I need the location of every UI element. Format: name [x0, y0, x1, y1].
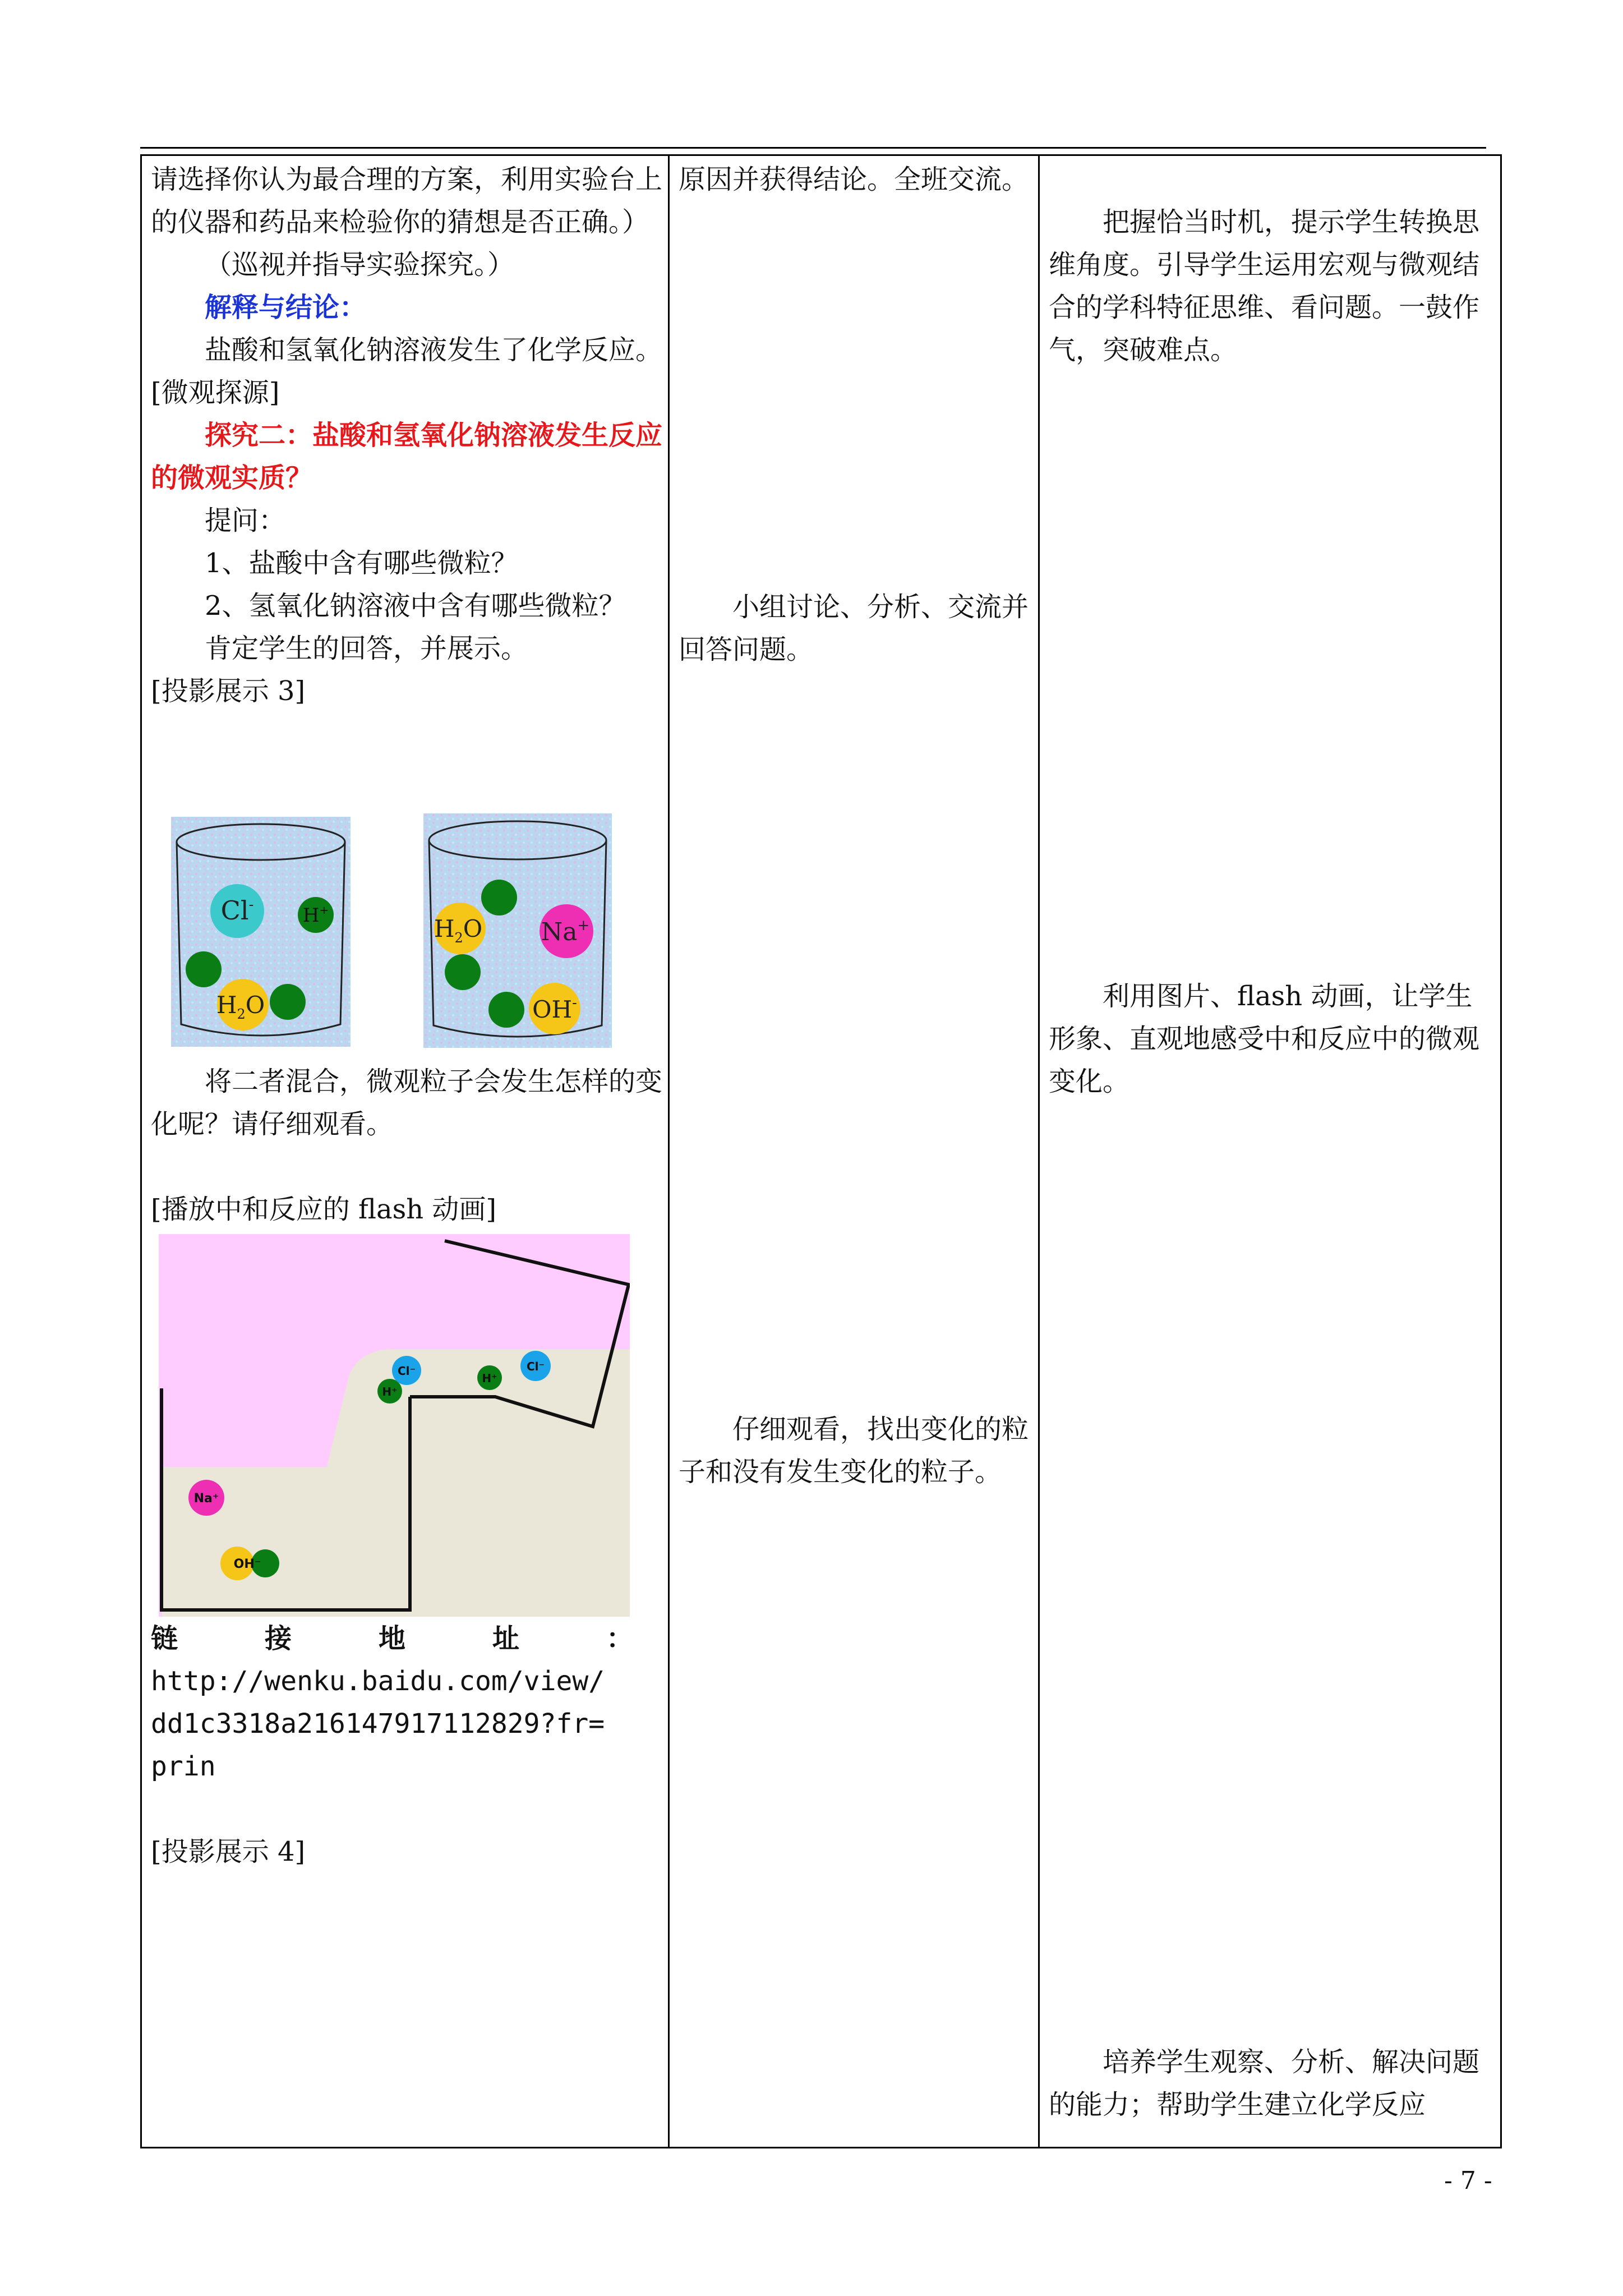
flash-cl-label: Cl⁻ — [397, 1364, 416, 1378]
col1-p10: 肯定学生的回答，并展示。 — [205, 633, 528, 664]
hcl-beaker-image — [171, 817, 351, 1047]
h-ion-label: H+ — [302, 903, 329, 927]
flash-label: [播放中和反应的 flash 动画] — [151, 1194, 497, 1225]
lesson-table — [140, 154, 1502, 2148]
col1-p4: 盐酸和氢氧化钠溶液发生了化学反应。 — [205, 334, 663, 366]
col3-p1: 把握恰当时机，提示学生转换思维角度。引导学生运用宏观与微观结合的学科特征思维、看问题。一鼓作气，突破难点。 — [1049, 206, 1480, 366]
col3-p3: 培养学生观察、分析、解决问题的能力；帮助学生建立化学反应 — [1049, 2046, 1480, 2120]
mix-question: 将二者混合，微观粒子会发生怎样的变化呢？请仔细观看。 — [151, 1066, 663, 1140]
flash-cl2-label: Cl⁻ — [526, 1360, 545, 1373]
col1-p1: 请选择你认为最合理的方案，利用实验台上的仪器和药品来检验你的猜想是否正确。） — [151, 164, 663, 238]
col1-block-2 — [151, 1060, 662, 1231]
student-activity-cell — [669, 155, 1039, 2148]
header-rule — [140, 147, 1486, 149]
flash-oh-label: OH⁻ — [233, 1557, 261, 1571]
question-two: 2、氢氧化钠溶液中含有哪些微粒？ — [205, 590, 626, 622]
oh-ion-label: OH- — [532, 995, 577, 1023]
flash-na-label: Na⁺ — [193, 1492, 219, 1506]
col1-block-3 — [151, 1617, 662, 1873]
flash-animation-image[interactable] — [159, 1234, 630, 1617]
water-label: $H_2O$ — [216, 991, 265, 1022]
question-one: 1、盐酸中含有哪些微粒？ — [205, 547, 518, 579]
col3-p2: 利用图片、flash 动画，让学生形象、直观地感受中和反应中的微观变化。 — [1049, 981, 1480, 1097]
conclusion-heading: 解释与结论： — [205, 292, 367, 323]
flash-h-label: H⁺ — [382, 1385, 398, 1398]
projection-4-label: [投影展示 4] — [151, 1836, 306, 1867]
col1-block — [151, 158, 662, 712]
naoh-beaker-image — [423, 813, 612, 1048]
link-url-line-1[interactable]: http://wenku.baidu.com/view/ — [151, 1665, 605, 1697]
cl-ion-label: Cl- — [220, 895, 254, 926]
na-ion-label: Na+ — [541, 917, 590, 946]
micro-section-label: [微观探源] — [151, 377, 280, 408]
col2-p2: 小组讨论、分析、交流并回答问题。 — [679, 591, 1029, 665]
col1-p2: （巡视并指导实验探究。） — [205, 249, 515, 280]
design-intent-cell — [1039, 155, 1501, 2148]
page-number: - 7 - — [1444, 2166, 1492, 2195]
inquiry-two-heading: 探究二：盐酸和氢氧化钠溶液发生反应的微观实质？ — [151, 420, 663, 494]
link-label-row: 链 接 地 址 ： — [151, 1623, 633, 1654]
projection-3-label: [投影展示 3] — [151, 675, 306, 707]
teacher-activity-cell — [141, 155, 669, 2148]
question-label: 提问： — [205, 505, 286, 536]
flash-h2-label: H⁺ — [482, 1372, 497, 1385]
col2-p1: 原因并获得结论。全班交流。 — [679, 164, 1029, 195]
col2-p3: 仔细观看，找出变化的粒子和没有发生变化的粒子。 — [679, 1414, 1029, 1488]
link-url-line-3[interactable]: prin — [151, 1751, 216, 1782]
link-url-line-2[interactable]: dd1c3318a216147917112829?fr= — [151, 1708, 605, 1740]
water-label-2: $H_2O$ — [434, 915, 483, 946]
